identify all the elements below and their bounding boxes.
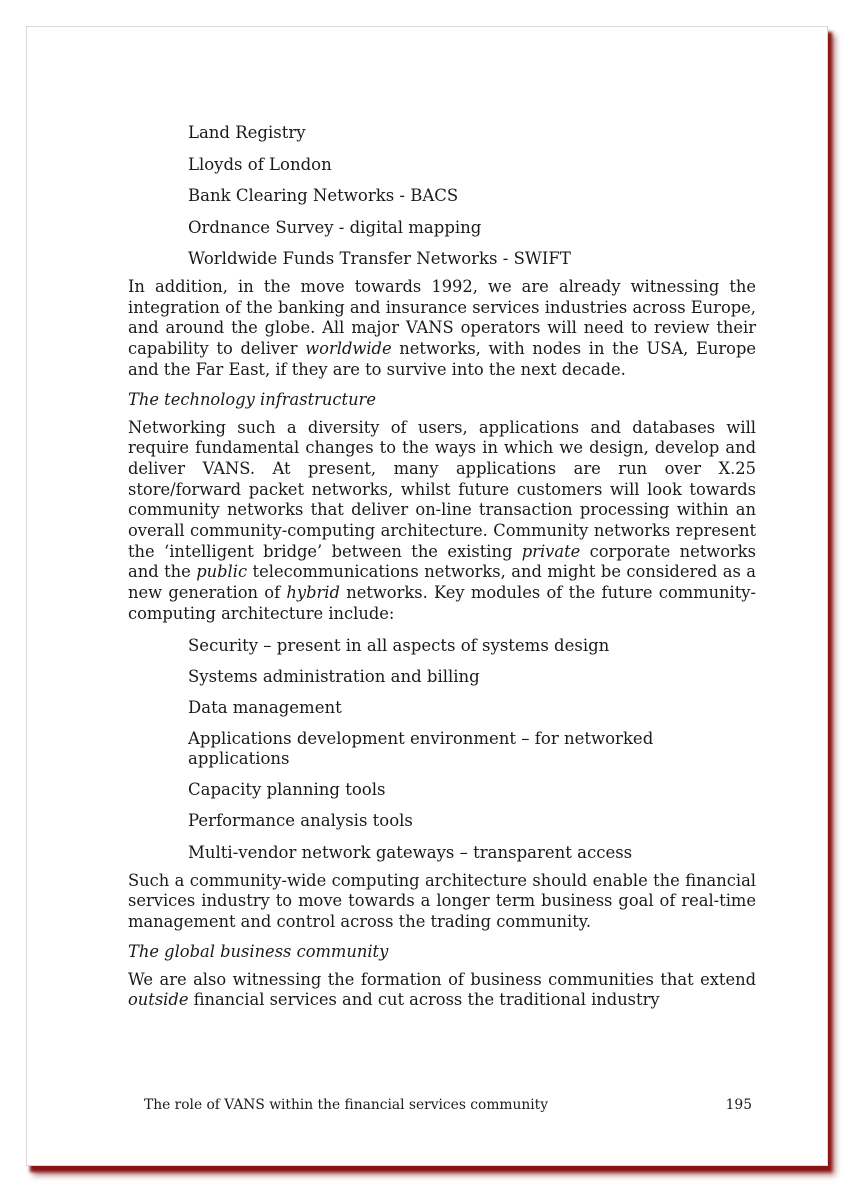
list-item: Land Registry (188, 123, 306, 142)
list-item: Ordnance Survey - digital mapping (188, 217, 482, 237)
list-item: Worldwide Funds Transfer Networks - SWIFT (188, 249, 571, 268)
running-footer-title: The role of VANS within the financial services community (144, 1097, 549, 1113)
architecture-modules-list (188, 636, 756, 863)
paragraph-integration: In addition, in the move towards 1992, we are already witnessing the integration of the banking and insurance services industries across Europe, and around the globe. All major VANS operators will need to review their capability to deliver worldwide networks, with nodes in the USA, Europe and the Far East, if they are to survive into the next decade. (128, 277, 757, 379)
page-body (128, 123, 756, 1019)
page-footer (144, 1097, 752, 1113)
organization-list (188, 123, 756, 269)
section-heading-global: The global business community (128, 941, 389, 961)
list-item: Data management (188, 697, 342, 717)
list-item: Capacity planning tools (188, 780, 386, 800)
list-item: Systems administration and billing (188, 666, 480, 686)
list-item: Multi-vendor network gateways – transparent access (188, 842, 633, 862)
list-item: Bank Clearing Networks - BACS (188, 186, 459, 205)
paragraph-networking: Networking such a diversity of users, applications and databases will require fundamental changes to the ways in which we design, develop and deliver VANS. At present, many applications are run over X.25 store/forward packet networks, whilst future customers will look towards community networks that deliver on-line transaction processing within an overall community-computing architecture. Community networks represent the ‘intelligent bridge’ between the existing private corporate networks and the public telecommunications networks, and might be considered as a new generation of hybrid networks. Key modules of the future community-computing architecture include: (128, 417, 757, 623)
list-item: Security – present in all aspects of systems design (188, 635, 610, 655)
section-heading-technology: The technology infrastructure (128, 389, 376, 409)
book-page (26, 26, 828, 1166)
list-item: Applications development environment – for networked applications (188, 729, 654, 769)
paragraph-community-architecture: Such a community-wide computing architecture should enable the financial services industry to move towards a longer term business goal of real-time management and control across the trading community. (128, 870, 756, 932)
page-number: 195 (725, 1097, 752, 1113)
list-item: Performance analysis tools (188, 811, 413, 831)
list-item: Lloyds of London (188, 154, 332, 174)
paragraph-business-communities: We are also witnessing the formation of business communities that extend outside financial services and cut across the traditional industry (128, 969, 756, 1010)
